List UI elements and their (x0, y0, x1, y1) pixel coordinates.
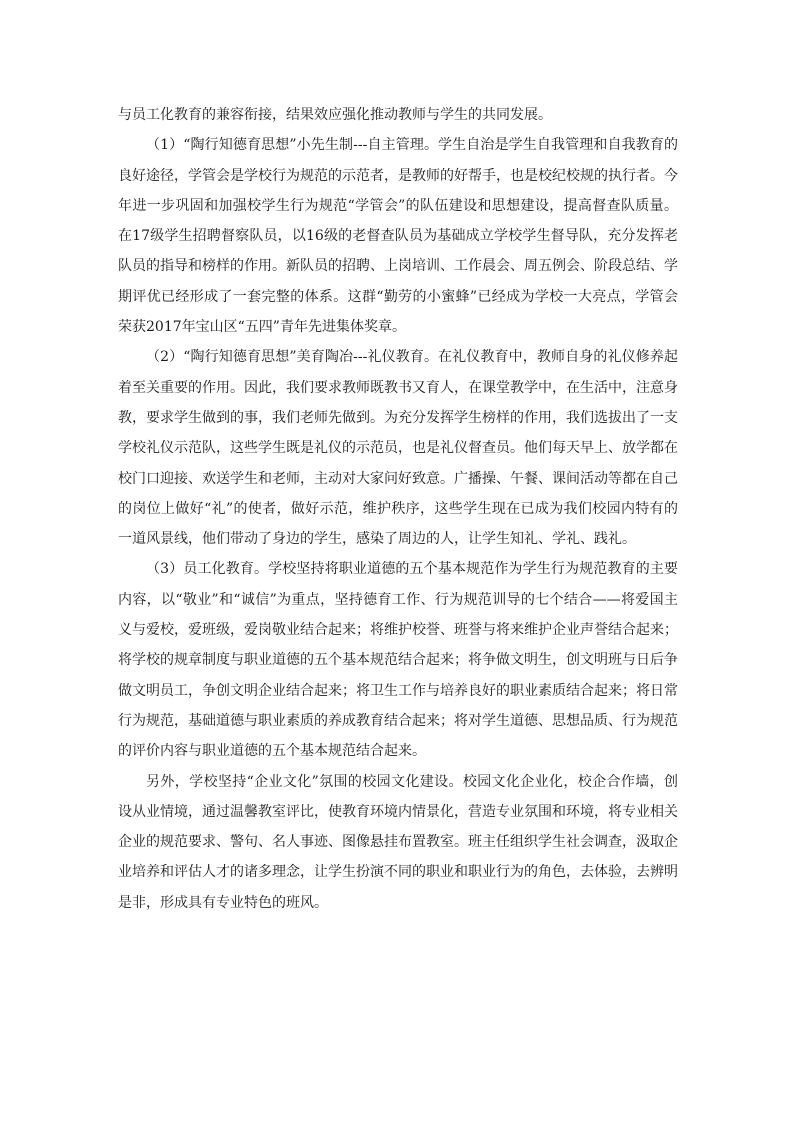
paragraph-etiquette-education: （2）“陶行知德育思想”美育陶冶---礼仪教育。在礼仪教育中，教师自身的礼仪修养起着至关重要的作用。因此，我们要求教师既教书又育人，在课堂教学中，在生活中，注意身教，要求学生做到的事，我们老师先做到。为充分发挥学生榜样的作用，我们选拔出了一支学校礼仪示范队，这些学生既是礼仪的示范员，也是礼仪督查员。他们每天早上、放学都在校门口迎接、欢送学生和老师，主动对大家问好致意。广播操、午餐、课间活动等都在自己的岗位上做好“礼”的使者，做好示范，维护秩序，这些学生现在已成为我们校园内特有的一道风景线，他们带动了身边的学生，感染了周边的人，让学生知礼、学礼、践礼。 (118, 349, 678, 548)
paragraph-self-management: （1）“陶行知德育思想”小先生制---自主管理。学生自治是学生自我管理和自我教育的良好途径，学管会是学校行为规范的示范者，是教师的好帮手，也是校纪校规的执行者。今年进一步巩固和加强校学生行为规范“学管会”的队伍建设和思想建设，提高督查队质量。在17级学生招聘督察队员，以16级的老督查队员为基础成立学校学生督导队，充分发挥老队员的指导和榜样的作用。新队员的招聘、上岗培训、工作晨会、周五例会、阶段总结、学期评优已经形成了一套完整的体系。这群“勤劳的小蜜蜂”已经成为学校一大亮点，学管会荣获2017年宝山区“五四”青年先进集体奖章。 (118, 137, 678, 336)
document-page (118, 100, 678, 918)
paragraph-corporate-culture: 另外，学校坚持“企业文化”氛围的校园文化建设。校园文化企业化，校企合作墙，创设从业情境，通过温馨教室评比，使教育环境内情景化，营造专业氛围和环境，将专业相关企业的规范要求、警句、名人事迹、图像悬挂布置教室。班主任组织学生社会调查，汲取企业培养和评估人才的诸多理念，让学生扮演不同的职业和职业行为的角色，去体验，去辨明是非，形成具有专业特色的班风。 (118, 773, 678, 911)
paragraph-employee-education: （3）员工化教育。学校坚持将职业道德的五个基本规范作为学生行为规范教育的主要内容，以“敬业”和“诚信”为重点，坚持德育工作、行为规范训导的七个结合——将爱国主义与爱校，爱班级，爱岗敬业结合起来；将维护校誉、班誉与将来维护企业声誉结合起来；将学校的规章制度与职业道德的五个基本规范结合起来；将争做文明生，创文明班与日后争做文明员工，争创文明企业结合起来；将卫生工作与培养良好的职业素质结合起来；将日常行为规范，基础道德与职业素质的养成教育结合起来；将对学生道德、思想品质、行为规范的评价内容与职业道德的五个基本规范结合起来。 (118, 561, 678, 760)
paragraph-continuation: 与员工化教育的兼容衔接，结果效应强化推动教师与学生的共同发展。 (118, 107, 552, 123)
